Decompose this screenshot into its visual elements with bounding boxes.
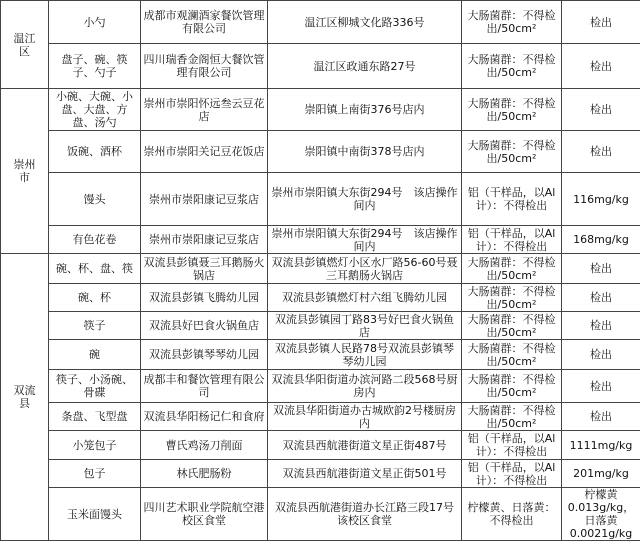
item-cell: 包子 [49,460,141,488]
table-row [1,284,640,312]
result-cell: 检出 [562,254,640,284]
item-cell: 碗、杯 [49,284,141,312]
address-cell: 双流县西航港街道文星正街501号 [268,460,462,488]
result-cell: 201mg/kg [562,460,640,488]
result-cell: 检出 [562,1,640,44]
issue-cell: 大肠菌群：不得检出/50cm² [462,312,562,340]
address-cell: 温江区政通东路27号 [268,44,462,89]
item-cell: 筷子、小汤碗、骨碟 [49,370,141,403]
issue-cell: 铝（干样品，以Al计）：不得检出 [462,431,562,460]
company-cell: 崇州市崇阳怀远叁云豆花店 [141,89,268,131]
table-row [1,254,640,284]
issue-cell: 柠檬黄、日落黄：不得检出 [462,488,562,541]
address-cell: 双流县华阳街道办滨河路二段568号厨房内 [268,370,462,403]
result-cell: 检出 [562,403,640,431]
table-row [1,403,640,431]
company-cell: 林氏肥肠粉 [141,460,268,488]
issue-cell: 大肠菌群：不得检出/50cm² [462,89,562,131]
result-cell: 检出 [562,340,640,370]
result-cell: 168mg/kg [562,226,640,254]
address-cell: 双流县彭镇燃灯小区水厂路56-60号聂三耳鹅肠火锅店 [268,254,462,284]
table-row [1,131,640,173]
table-row [1,173,640,226]
table-row [1,431,640,460]
company-cell: 崇州市崇阳康记豆浆店 [141,226,268,254]
result-cell: 检出 [562,284,640,312]
result-cell: 检出 [562,312,640,340]
address-cell: 崇州市崇阳镇大东街294号 该店操作间内 [268,226,462,254]
item-cell: 小碗、大碗、小盘、大盘、方盘、汤勺 [49,89,141,131]
result-cell: 检出 [562,131,640,173]
issue-cell: 铝（干样品，以Al计）：不得检出 [462,173,562,226]
company-cell: 四川瑞香金阁恒大餐饮管理有限公司 [141,44,268,89]
table-row [1,44,640,89]
company-cell: 成都市观澜酒家餐饮管理有限公司 [141,1,268,44]
company-cell: 成都丰和餐饮管理有限公司 [141,370,268,403]
address-cell: 双流县彭镇燃灯村六组飞腾幼儿园 [268,284,462,312]
address-cell: 崇阳镇中南街378号店内 [268,131,462,173]
issue-cell: 铝（干样品，以Al计）：不得检出 [462,460,562,488]
item-cell: 馒头 [49,173,141,226]
issue-cell: 大肠菌群：不得检出/50cm² [462,131,562,173]
address-cell: 双流县彭镇园丁路83号好巴食火锅鱼店 [268,312,462,340]
issue-cell: 大肠菌群：不得检出/50cm² [462,370,562,403]
item-cell: 有色花卷 [49,226,141,254]
item-cell: 小勺 [49,1,141,44]
address-cell: 崇阳镇上南街376号店内 [268,89,462,131]
item-cell: 小笼包子 [49,431,141,460]
address-cell: 崇州市崇阳镇大东街294号 该店操作间内 [268,173,462,226]
company-cell: 曹氏鸡汤刀削面 [141,431,268,460]
company-cell: 双流县彭镇琴琴幼儿园 [141,340,268,370]
table-row [1,370,640,403]
issue-cell: 大肠菌群：不得检出/50cm² [462,284,562,312]
issue-cell: 铝（干样品，以Al计）：不得检出 [462,226,562,254]
table-row [1,488,640,541]
table-row [1,1,640,44]
issue-cell: 大肠菌群：不得检出/50cm² [462,340,562,370]
item-cell: 盘子、碗、筷子、勺子 [49,44,141,89]
table-row [1,340,640,370]
issue-cell: 大肠菌群：不得检出/50cm² [462,44,562,89]
address-cell: 温江区柳城文化路336号 [268,1,462,44]
item-cell: 条盘、飞型盘 [49,403,141,431]
address-cell: 双流县华阳街道办古城欧韵2号楼厨房内 [268,403,462,431]
table-row [1,226,640,254]
result-cell: 检出 [562,89,640,131]
item-cell: 碗 [49,340,141,370]
issue-cell: 大肠菌群：不得检出/50cm² [462,1,562,44]
company-cell: 双流县彭镇飞腾幼儿园 [141,284,268,312]
table-row [1,312,640,340]
result-cell: 检出 [562,44,640,89]
issue-cell: 大肠菌群：不得检出/50cm² [462,403,562,431]
table-row [1,89,640,131]
item-cell: 饭碗、酒杯 [49,131,141,173]
address-cell: 双流县彭镇人民路78号双流县彭镇琴琴幼儿园 [268,340,462,370]
company-cell: 崇州市崇阳关记豆花饭店 [141,131,268,173]
company-cell: 双流县华阳杨记仁和食府 [141,403,268,431]
company-cell: 双流县好巴食火锅鱼店 [141,312,268,340]
item-cell: 碗、杯、盘、筷 [49,254,141,284]
region-cell: 温江区 [1,1,49,89]
company-cell: 双流县彭镇聂三耳鹅肠火锅店 [141,254,268,284]
result-cell: 116mg/kg [562,173,640,226]
result-cell: 1111mg/kg [562,431,640,460]
address-cell: 双流县西航港街道文星正街487号 [268,431,462,460]
company-cell: 崇州市崇阳康记豆浆店 [141,173,268,226]
region-cell: 双流县 [1,254,49,541]
issue-cell: 大肠菌群：不得检出/50cm² [462,254,562,284]
table-row [1,460,640,488]
result-cell: 柠檬黄0.013g/kg，日落黄0.0021g/kg [562,488,640,541]
company-cell: 四川艺术职业学院航空港校区食堂 [141,488,268,541]
result-cell: 检出 [562,370,640,403]
address-cell: 双流县西航港街道办长江路三段17号该校区食堂 [268,488,462,541]
item-cell: 玉米面馒头 [49,488,141,541]
item-cell: 筷子 [49,312,141,340]
region-cell: 崇州市 [1,89,49,254]
